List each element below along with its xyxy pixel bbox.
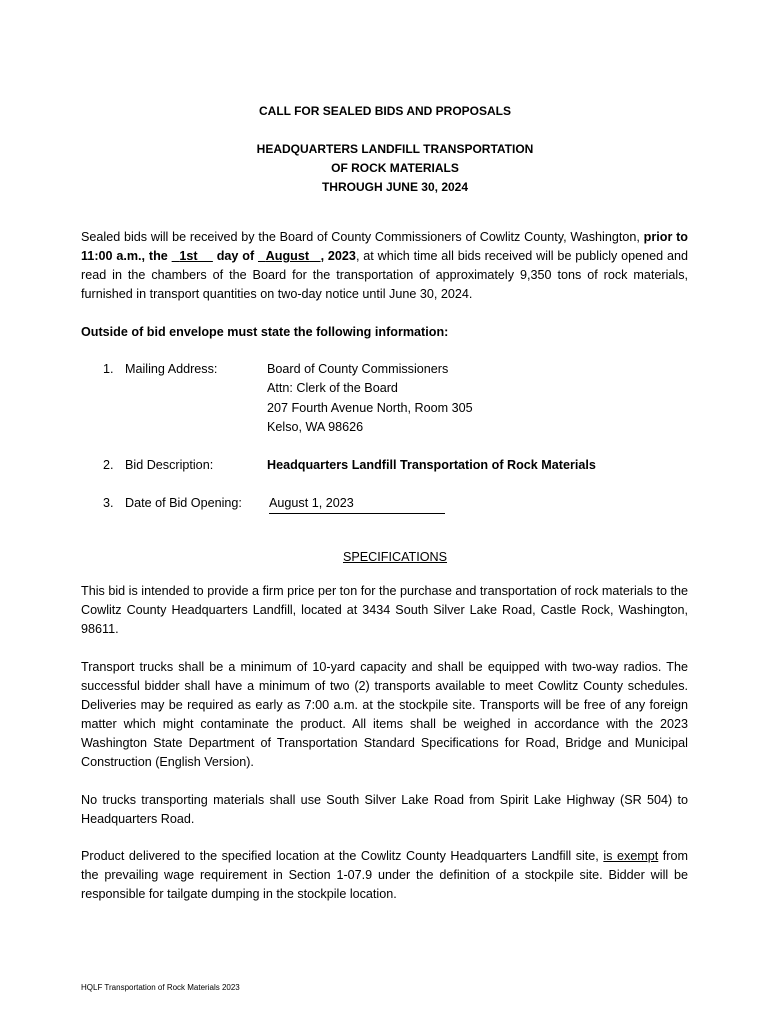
title-line-3: THROUGH JUNE 30, 2024 [321, 180, 469, 194]
heading-project-title [0, 140, 770, 197]
spec-paragraph-3: No trucks transporting materials shall use South Silver Lake Road from Spirit Lake Highway (SR 504) to Headquarters Road. [81, 793, 688, 826]
spec-paragraph-2: Transport trucks shall be a minimum of 10-yard capacity and shall be equipped with two-way radios. The successful bidder shall have a minimum of two (2) transports available to meet Cowlitz County schedules. Deliveries may be required as early as 7:00 a.m. at the stockpile site. Transports will be free of any foreign matter which might contaminate the product. All items shall be weighed in accordance with the 2023 Washington State Department of Transportation Standard Specifications for Road, Bridge and Municipal Construction (English Version). [81, 660, 688, 769]
intro-rest: , at which time all bids received will be publicly opened and read in the chambers of the Board for the transportation of approximately 9,350 tons of rock materials, furnished in transport quantities on two-day notice until June 30, 2024. [81, 249, 689, 301]
bid-opening-value: August 1, 2023 [269, 494, 445, 514]
title-line-2: OF ROCK MATERIALS [331, 161, 459, 175]
intro-deadline: prior to 11:00 a.m., the [81, 230, 688, 263]
intro-text: Sealed bids will be received by the Board of County Commissioners of Cowlitz County, Washington, [81, 230, 640, 244]
item-bid-description: 2. Bid Description: Headquarters Landfill Transportation of Rock Materials [103, 456, 125, 475]
outside-envelope-heading: Outside of bid envelope must state the following information: [81, 325, 449, 339]
bid-month: August [265, 249, 310, 263]
exempt-text: is exempt [603, 849, 659, 863]
bid-year: , 2023 [320, 249, 356, 263]
item-bid-opening-date: 3. Date of Bid Opening: August 1, 2023 [103, 494, 125, 513]
mailing-address-label: Mailing Address: [125, 362, 218, 376]
intro-day-of: day of [212, 249, 258, 263]
title-line-1: HEADQUARTERS LANDFILL TRANSPORTATION [256, 142, 534, 156]
bid-description-value: Headquarters Landfill Transportation of Rock Materials [267, 458, 596, 472]
heading-call-for-bids: CALL FOR SEALED BIDS AND PROPOSALS [258, 104, 512, 118]
bid-day: 1st [179, 249, 198, 263]
bid-opening-label: Date of Bid Opening: [125, 496, 242, 510]
intro-paragraph [81, 228, 688, 304]
page-footer: HQLF Transportation of Rock Materials 2023 [81, 983, 240, 992]
bid-description-label: Bid Description: [125, 458, 214, 472]
specifications-heading: SPECIFICATIONS [342, 550, 448, 564]
mailing-address-value: Board of County Commissioners Attn: Clerk of the Board 207 Fourth Avenue North, Room 305 Kelso, WA 98626 [267, 362, 473, 434]
item-mailing-address: 1. Mailing Address: Board of County Commissioners Attn: Clerk of the Board 207 Fourth Avenue North, Room 305 Kelso, WA 98626 [103, 360, 125, 379]
spec-paragraph-1: This bid is intended to provide a firm price per ton for the purchase and transportation of rock materials to the Cowlitz County Headquarters Landfill, located at 3434 South Silver Lake Road, Castle Rock, Washington, 98611. [81, 584, 688, 636]
spec-paragraph-4: Product delivered to the specified location at the Cowlitz County Headquarters Landfill site, is exempt from the prevailing wage requirement in Section 1-07.9 under the definition of a stockpile site. Bidder will be responsible for tailgate dumping in the stockpile location. [81, 849, 688, 901]
